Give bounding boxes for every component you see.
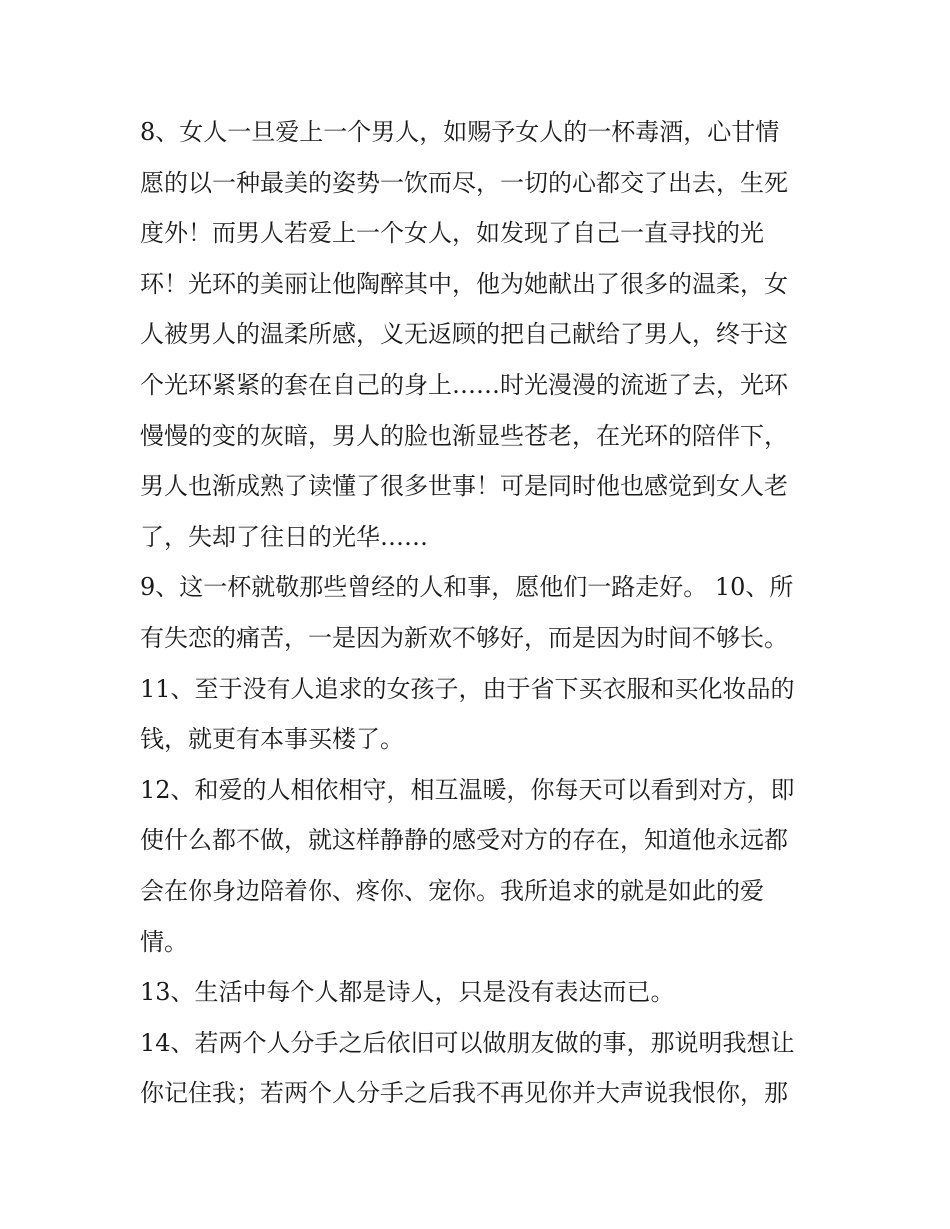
text-line: 使什么都不做，就这样静静的感受对方的存在，知道他永远都 [140,826,788,855]
text-line: 愿的以一种最美的姿势一饮而尽，一切的心都交了出去，生死 [140,168,788,197]
text-line: 12、和爱的人相依相守，相互温暖，你每天可以看到对方，即 [140,775,795,804]
paragraph-14 [140,1018,820,1119]
paragraph-13 [140,967,820,1018]
text-line: 有失恋的痛苦，一是因为新欢不够好，而是因为时间不够长。 [140,623,788,652]
text-line: 人被男人的温柔所感，义无返顾的把自己献给了男人，终于这 [140,320,788,349]
paragraph-8 [140,107,820,562]
text-line: 度外！而男人若爱上一个女人，如发现了自己一直寻找的光 [140,219,764,248]
paragraph-9 [140,562,820,663]
paragraph-12 [140,765,820,967]
text-line: 情。 [140,927,188,956]
text-line: 环！光环的美丽让他陶醉其中，他为她献出了很多的温柔，女 [140,269,788,298]
paragraph-11 [140,664,820,765]
text-line: 会在你身边陪着你、疼你、宠你。我所追求的就是如此的爱 [140,876,764,905]
text-line: 个光环紧紧的套在自己的身上……时光漫漫的流逝了去，光环 [140,370,788,399]
text-line: 11、至于没有人追求的女孩子，由于省下买衣服和买化妆品的 [140,674,795,703]
text-line: 钱，就更有本事买楼了。 [140,725,404,754]
text-line: 9、这一杯就敬那些曾经的人和事，愿他们一路走好。 10、所 [140,573,794,602]
text-line: 13、生活中每个人都是诗人，只是没有表达而已。 [140,978,675,1007]
text-line: 8、女人一旦爱上一个男人，如赐予女人的一杯毒酒，心甘情 [140,118,780,146]
text-line: 14、若两个人分手之后依旧可以做朋友做的事，那说明我想让 [140,1028,795,1057]
text-line: 慢慢的变的灰暗，男人的脸也渐显些苍老，在光环的陪伴下， [140,421,788,450]
document-body [140,107,820,1119]
text-line: 你记住我；若两个人分手之后我不再见你并大声说我恨你，那 [140,1079,788,1108]
text-line: 男人也渐成熟了读懂了很多世事！可是同时他也感觉到女人老 [140,472,788,501]
text-line: 了，失却了往日的光华…… [140,522,428,551]
